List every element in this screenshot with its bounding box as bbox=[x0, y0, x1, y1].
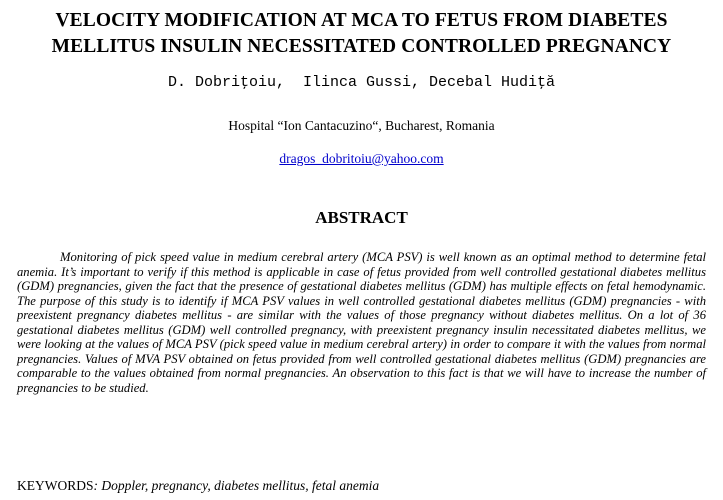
email-link[interactable]: dragos_dobritoiu@yahoo.com bbox=[279, 151, 444, 166]
author-list: D. Dobriţoiu, Ilinca Gussi, Decebal Hudiţă bbox=[167, 74, 556, 91]
keywords-line bbox=[17, 477, 706, 495]
affiliation: Hospital “Ion Cantacuzino“, Bucharest, Romania bbox=[228, 118, 495, 133]
paper-title-line-1: VELOCITY MODIFICATION AT MCA TO FETUS FROM DIABETES bbox=[55, 10, 668, 31]
keywords-values: : Doppler, pregnancy, diabetes mellitus, fetal anemia bbox=[93, 478, 380, 493]
contact-email bbox=[0, 150, 723, 168]
keywords-label: KEYWORDS bbox=[17, 478, 94, 493]
paper-title-line-2: MELLITUS INSULIN NECESSITATED CONTROLLED PREGNANCY bbox=[51, 36, 672, 57]
abstract-heading: ABSTRACT bbox=[315, 208, 408, 227]
abstract-body: Monitoring of pick speed value in medium cerebral artery (MCA PSV) is well known as an optimal method to determine fetal anemia. It’s important to verify if this method is applicable in case of fetus provided from well controlled gestational diabetes mellitus (GDM) pregnancies, given the fact that the presence of gestational diabetes mellitus (GDM) has multiple effects on fetal hemodynamic. The purpose of this study is to identify if MCA PSV values in well controlled gestational diabetes mellitus (GDM) pregnancies - with preexistent pregnancy diabetes mellitus - are similar with the values of those pregnancy without diabetes mellitus. On a lot of 36 gestational diabetes mellitus (GDM) well controlled pregnancy, with preexistent pregnancy insulin necessitated diabetes mellitus, we were looking at the values of MCA PSV (pick speed value in medium cerebral artery) in order to compare it with the values from normal pregnancies. Values of MVA PSV obtained on fetus provided from well controlled gestational diabetes mellitus (GDM) pregnancies are comparable to the values obtained from normal pregnancies. An observation to this fact is that we will have to increase the number of pregnancies to be studied. bbox=[17, 250, 706, 395]
paper-title bbox=[0, 8, 723, 60]
